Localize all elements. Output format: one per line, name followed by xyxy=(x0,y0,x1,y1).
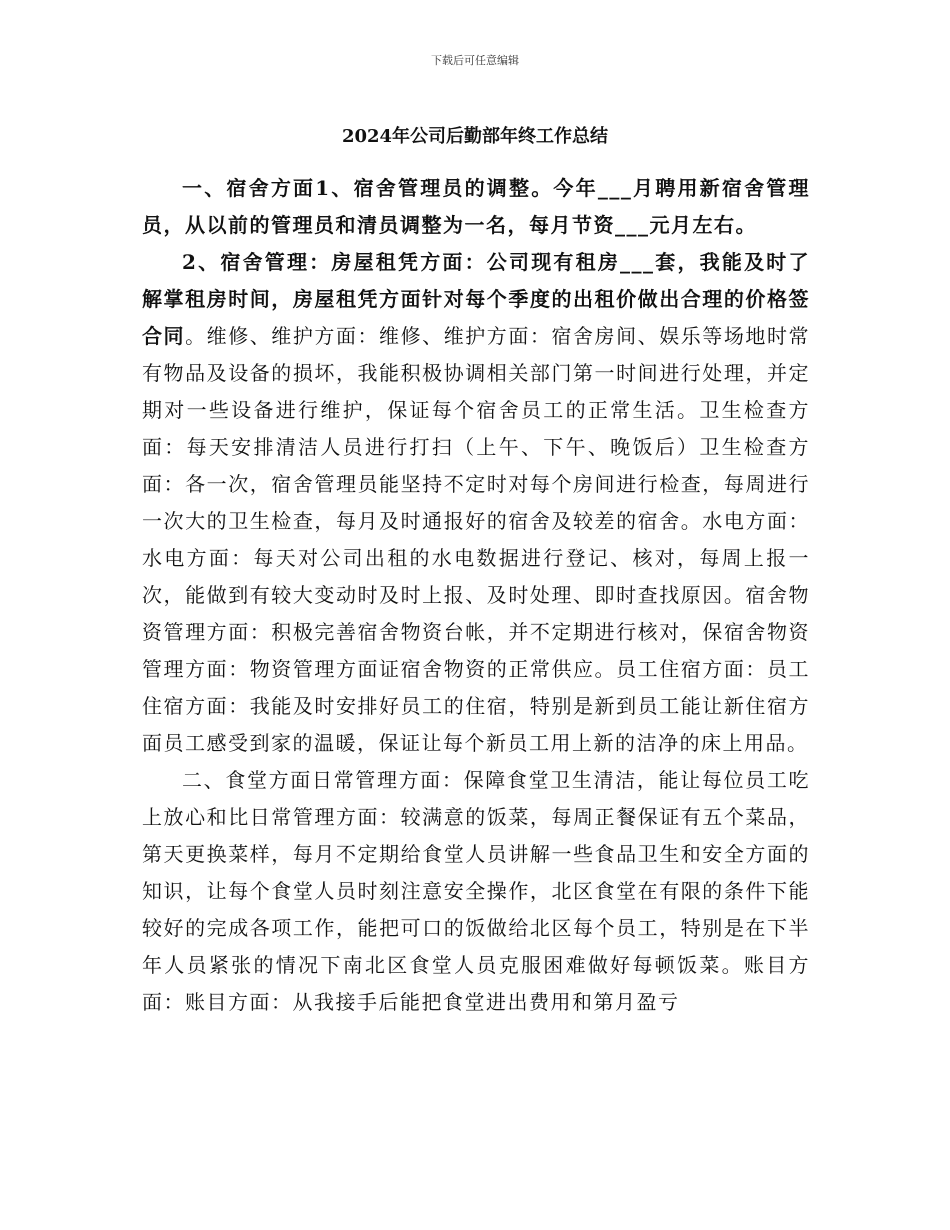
header-note: 下载后可任意编辑 xyxy=(431,54,519,67)
paragraph-canteen xyxy=(142,762,810,1021)
paragraph-dormitory-management xyxy=(142,244,810,762)
paragraph-bold-text: 一、宿舍方面1、宿舍管理员的调整。今年___月聘用新宿舍管理员，从以前的管理员和清员调整为一名，每月节资___元月左右。 xyxy=(142,176,810,237)
paragraph-normal-text: 二、食堂方面日常管理方面：保障食堂卫生清洁，能让每位员工吃上放心和比日常管理方面：较满意的饭菜，每周正餐保证有五个菜品，第天更换菜样，每月不定期给食堂人员讲解一些食品卫生和安全方面的知识，让每个食堂人员时刻注意安全操作，北区食堂在有限的条件下能较好的完成各项工作，能把可口的饭做给北区每个员工，特别是在下半年人员紧张的情况下南北区食堂人员克服困难做好每顿饭菜。账目方面：账目方面：从我接手后能把食堂进出费用和第月盈亏 xyxy=(142,768,810,1014)
document-title: 2024年公司后勤部年终工作总结 xyxy=(341,126,609,147)
paragraph-normal-text: 。维修、维护方面：维修、维护方面：宿舍房间、娱乐等场地时常有物品及设备的损坏，我能积极协调相关部门第一时间进行处理，并定期对一些设备进行维护，保证每个宿舍员工的正常生活。卫生检查方面：每天安排清洁人员进行打扫（上午、下午、晚饭后）卫生检查方面：各一次，宿舍管理员能坚持不定时对每个房间进行检查，每周进行一次大的卫生检查，每月及时通报好的宿舍及较差的宿舍。水电方面：水电方面：每天对公司出租的水电数据进行登记、核对，每周上报一次，能做到有较大变动时及时上报、及时处理、即时查找原因。宿舍物资管理方面：积极完善宿舍物资台帐，并不定期进行核对，保宿舍物资管理方面：物资管理方面证宿舍物资的正常供应。员工住宿方面：员工住宿方面：我能及时安排好员工的住宿，特别是新到员工能让新住宿方面员工感受到家的温暖，保证让每个新员工用上新的洁净的床上用品。 xyxy=(142,324,811,755)
paragraph-bold-text: 2、宿舍管理：房屋租凭方面：公司现有租房___套，我能及时了解掌租房时间，房屋租凭方面针对每个季度的出租价做出合理的价格签合同 xyxy=(142,250,810,348)
document-body xyxy=(142,170,810,1021)
paragraph-dormitory-intro xyxy=(142,170,810,244)
